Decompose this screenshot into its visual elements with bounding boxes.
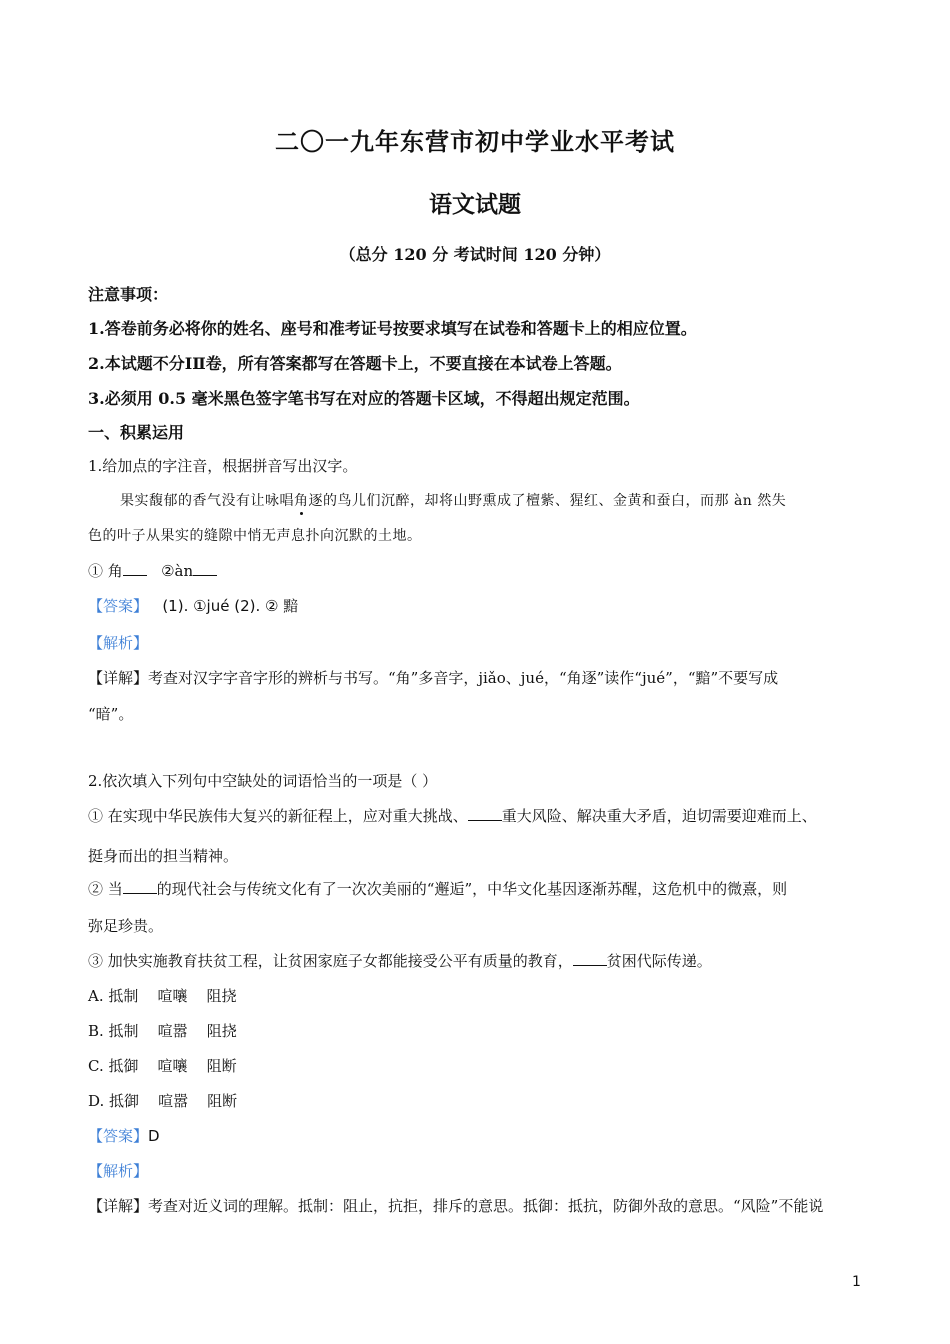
q2-sentence1-line1	[88, 805, 817, 826]
q1-answer-label: 【答案】	[88, 597, 149, 615]
q2-answer-label: 【答案】	[88, 1127, 149, 1145]
q2-sentence3	[88, 950, 712, 971]
q1-passage-a: 果实馥郁的香气没有让咏唱	[120, 493, 294, 509]
q1-passage-b: 逐的鸟儿们沉醉，却将山野熏成了檀紫、猩红、金黄和蚕白，而那 àn 然失	[308, 493, 787, 509]
section-heading: 一、积累运用	[88, 423, 185, 442]
exam-info: （总分 120 分 考试时间 120 分钟）	[339, 245, 611, 264]
q1-detail-line1: 【详解】考查对汉字字音字形的辨析与书写。“角”多音字，jiǎo、jué，“角逐”读作“jué”，“黯”不要写成	[88, 669, 779, 687]
notice-item-3: 3.必须用 0.5 毫米黑色签字笔书写在对应的答题卡区域，不得超出规定范围。	[88, 389, 640, 408]
q2-blank1	[468, 806, 502, 821]
dotted-char: 角	[294, 490, 309, 510]
q1-analysis-label: 【解析】	[88, 634, 149, 652]
q2-s3-a: ③ 加快实施教育扶贫工程，让贫困家庭子女都能接受公平有质量的教育，	[88, 952, 573, 970]
q2-sentence2-line1	[88, 878, 787, 899]
q2-option-c: C. 抵御 喧嚷 阻断	[88, 1057, 237, 1075]
q2-s1-a: ① 在实现中华民族伟大复兴的新征程上，应对重大挑战、	[88, 807, 468, 825]
exam-title: 二〇一九年东营市初中学业水平考试	[275, 127, 675, 156]
q2-s2-a: ② 当	[88, 880, 123, 898]
q2-option-b: B. 抵制 喧嚣 阻挠	[88, 1022, 237, 1040]
q1-blanks	[88, 560, 217, 581]
q2-s2-b: 的现代社会与传统文化有了一次次美丽的“邂逅”，中华文化基因逐渐苏醒，这危机中的微熹，则	[156, 880, 788, 898]
q2-s3-b: 贫困代际传递。	[606, 952, 712, 970]
q1-blank2	[193, 561, 217, 576]
q1-detail-line2: “暗”。	[88, 705, 134, 723]
notice-item-2: 2.本试题不分ⅠⅡ卷，所有答案都写在答题卡上，不要直接在本试卷上答题。	[88, 354, 622, 373]
q2-sentence1-line2: 挺身而出的担当精神。	[88, 847, 239, 865]
q2-answer	[88, 1125, 160, 1146]
q1-stem: 1.给加点的字注音，根据拼音写出汉字。	[88, 457, 358, 475]
q1-passage-line1	[120, 490, 786, 510]
q1-blank2-prefix: ②àn	[161, 562, 194, 580]
q1-passage-line2: 色的叶子从果实的缝隙中悄无声息扑向沉默的土地。	[88, 528, 422, 544]
q1-answer-text: (1). ①jué (2). ② 黯	[162, 597, 299, 615]
q2-blank2	[123, 879, 157, 894]
q2-detail: 【详解】考查对近义词的理解。抵制：阻止，抗拒，排斥的意思。抵御：抵抗，防御外敌的意思。“风险”不能说	[88, 1197, 824, 1215]
q2-analysis-label: 【解析】	[88, 1162, 149, 1180]
q2-s1-b: 重大风险、解决重大矛盾，迫切需要迎难而上、	[501, 807, 817, 825]
q1-answer	[88, 595, 298, 616]
q2-option-a: A. 抵制 喧嚷 阻挠	[88, 987, 237, 1005]
q2-stem: 2.依次填入下列句中空缺处的词语恰当的一项是（ ）	[88, 772, 438, 790]
q1-blank1-prefix: ① 角	[88, 562, 123, 580]
page-number: 1	[852, 1274, 861, 1290]
notice-item-1: 1.答卷前务必将你的姓名、座号和准考证号按要求填写在试卷和答题卡上的相应位置。	[88, 319, 697, 338]
q2-sentence2-line2: 弥足珍贵。	[88, 917, 164, 935]
q1-blank1	[123, 561, 147, 576]
exam-subtitle: 语文试题	[429, 191, 521, 218]
q2-blank3	[573, 951, 607, 966]
notice-heading: 注意事项：	[88, 285, 169, 304]
q2-answer-text: D	[148, 1127, 160, 1145]
q2-option-d: D. 抵御 喧嚣 阻断	[88, 1092, 238, 1110]
